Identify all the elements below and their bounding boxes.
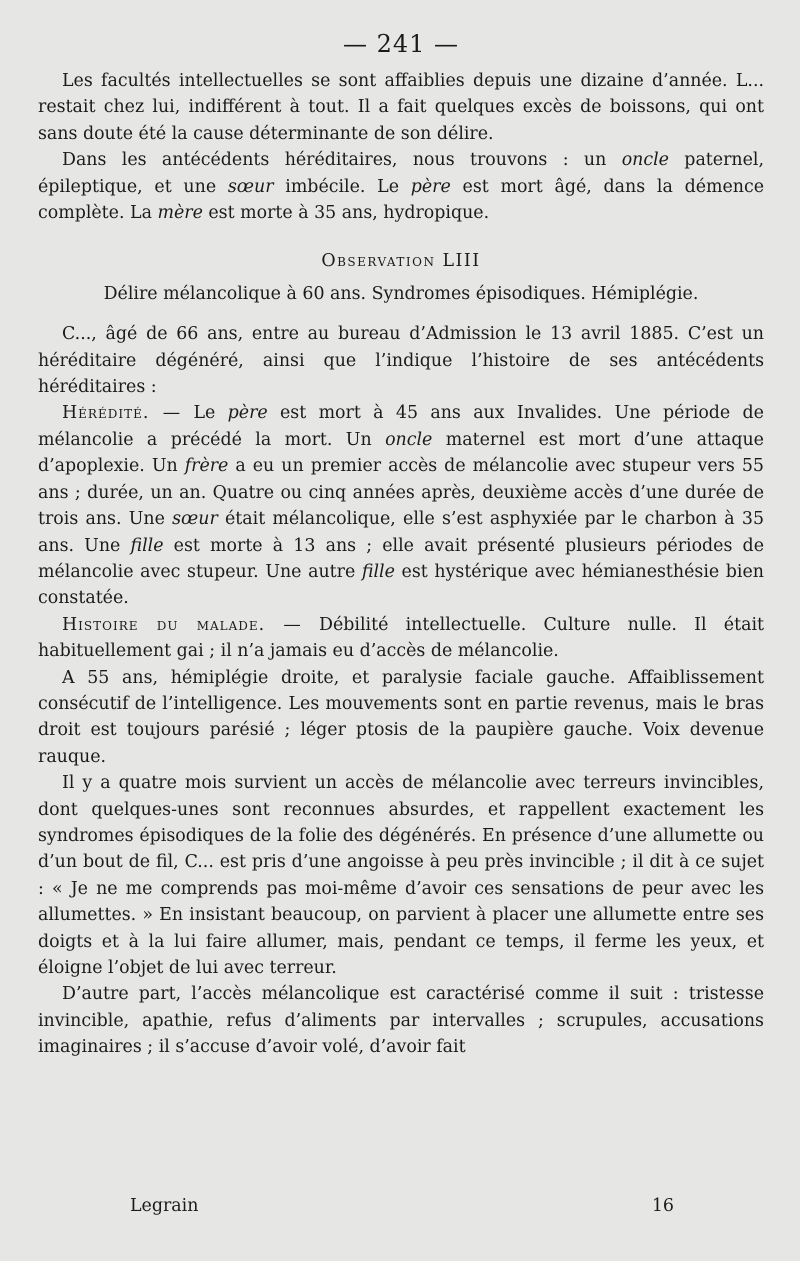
- italic-term: oncle: [621, 150, 669, 171]
- paragraph-admission: C..., âgé de 66 ans, entre au bureau d’Admission le 13 avril 1885. C’est un héréditaire dégénéré, ainsi que l’indique l’histoire de ses antécédents héréditaires :: [38, 324, 764, 398]
- text-run: a eu un premier accès de mélancolie avec stupeur vers 55 ans ; durée, un an. Quatre ou cinq années après, deuxième accès d’une durée de trois ans. Une: [38, 456, 764, 530]
- text-run: est morte à 13 ans ; elle avait présenté plusieurs périodes de mélancolie avec stupeur. Une autre: [38, 535, 764, 582]
- italic-term: frère: [184, 456, 229, 477]
- section-heading: Histoire du malade. —: [62, 614, 302, 635]
- book-page: [38, 30, 764, 1061]
- text-run: imbécile. Le: [273, 176, 411, 197]
- paragraph-acces-melancolie: Il y a quatre mois survient un accès de mélancolie avec terreurs invincibles, dont quelques-unes sont reconnues absurdes, et rappellent exactement les syndromes épisodiques de la folie des dégénérés. En présence d’une allumette ou d’un bout de fil, C... est pris d’une angoisse à peu près invincible ; il dit à ce sujet : « Je ne me comprends pas moi-même d’avoir ces sensations de peur avec les allumettes. » En insistant beaucoup, on parvient à placer une allumette entre ses doigts et à la lui faire allumer, mais, pendant ce temps, il ferme les yeux, et éloigne l’objet de lui avec terreur.: [38, 773, 764, 978]
- section-heading: Hérédité. —: [62, 403, 182, 424]
- italic-term: père: [410, 176, 451, 197]
- text-run: Le: [181, 403, 228, 424]
- italic-term: oncle: [385, 429, 433, 450]
- footer-author: Legrain: [130, 1196, 199, 1216]
- text-run: Dans les antécédents héréditaires, nous trouvons : un: [62, 150, 622, 171]
- italic-term: sœur: [227, 176, 274, 197]
- signature-mark: 16: [651, 1196, 674, 1216]
- text-run: est mort à 45 ans aux Invalides. Une période de mélancolie a précédé la mort. Un: [38, 403, 764, 450]
- text-run: est morte à 35 ans, hydropique.: [202, 203, 490, 224]
- page-number: — 241 —: [342, 30, 460, 58]
- italic-term: mère: [157, 203, 203, 224]
- paragraph-heredity-summary: [38, 147, 764, 226]
- paragraph-1: Les facultés intellectuelles se sont affaiblies depuis une dizaine d’année. L... restait chez lui, indifférent à tout. Il a fait quelques excès de boissons, qui ont sans doute été la cause déterminante de son délire.: [38, 71, 764, 144]
- observation-subtitle: Délire mélancolique à 60 ans. Syndromes épisodiques. Hémiplégie.: [103, 283, 699, 304]
- paragraph-heredite: [38, 400, 764, 611]
- page-footer: [130, 1193, 674, 1219]
- text-run: paternel, épileptique, et une: [38, 150, 764, 197]
- italic-term: père: [227, 403, 268, 424]
- text-run: était mélancolique, elle s’est asphyxiée par le charbon à 35 ans. Une: [38, 509, 765, 556]
- text-run: est mort âgé, dans la démence complète. La: [38, 176, 765, 224]
- paragraph-caracteristiques: D’autre part, l’accès mélancolique est caractérisé comme il suit : tristesse invincible, apathie, refus d’aliments par intervalles ; scrupules, accusations imaginaires ; il s’accuse d’avoir volé, d’avoir fait: [38, 984, 764, 1058]
- italic-term: fille: [361, 561, 395, 582]
- section-gap: [38, 226, 764, 248]
- text-run: maternel est mort d’une attaque d’apoplexie. Un: [38, 429, 764, 477]
- paragraph-hemiplegie: A 55 ans, hémiplégie droite, et paralysie faciale gauche. Affaiblissement consécutif de l’intelligence. Les mouvements sont en partie revenus, mais le bras droit est toujours parésié ; léger ptosis de la paupière gauche. Voix devenue rauque.: [38, 667, 764, 767]
- italic-term: sœur: [172, 509, 218, 530]
- text-run: Débilité intellectuelle. Culture nulle. Il était habituellement gai ; il n’a jamais eu d’accès de mélancolie.: [38, 614, 764, 662]
- paragraph-histoire: [38, 612, 764, 665]
- section-gap: [38, 307, 764, 321]
- text-run: est hystérique avec hémianesthésie bien constatée.: [38, 561, 764, 609]
- italic-term: fille: [130, 535, 164, 556]
- observation-title: Observation LIII: [321, 251, 481, 272]
